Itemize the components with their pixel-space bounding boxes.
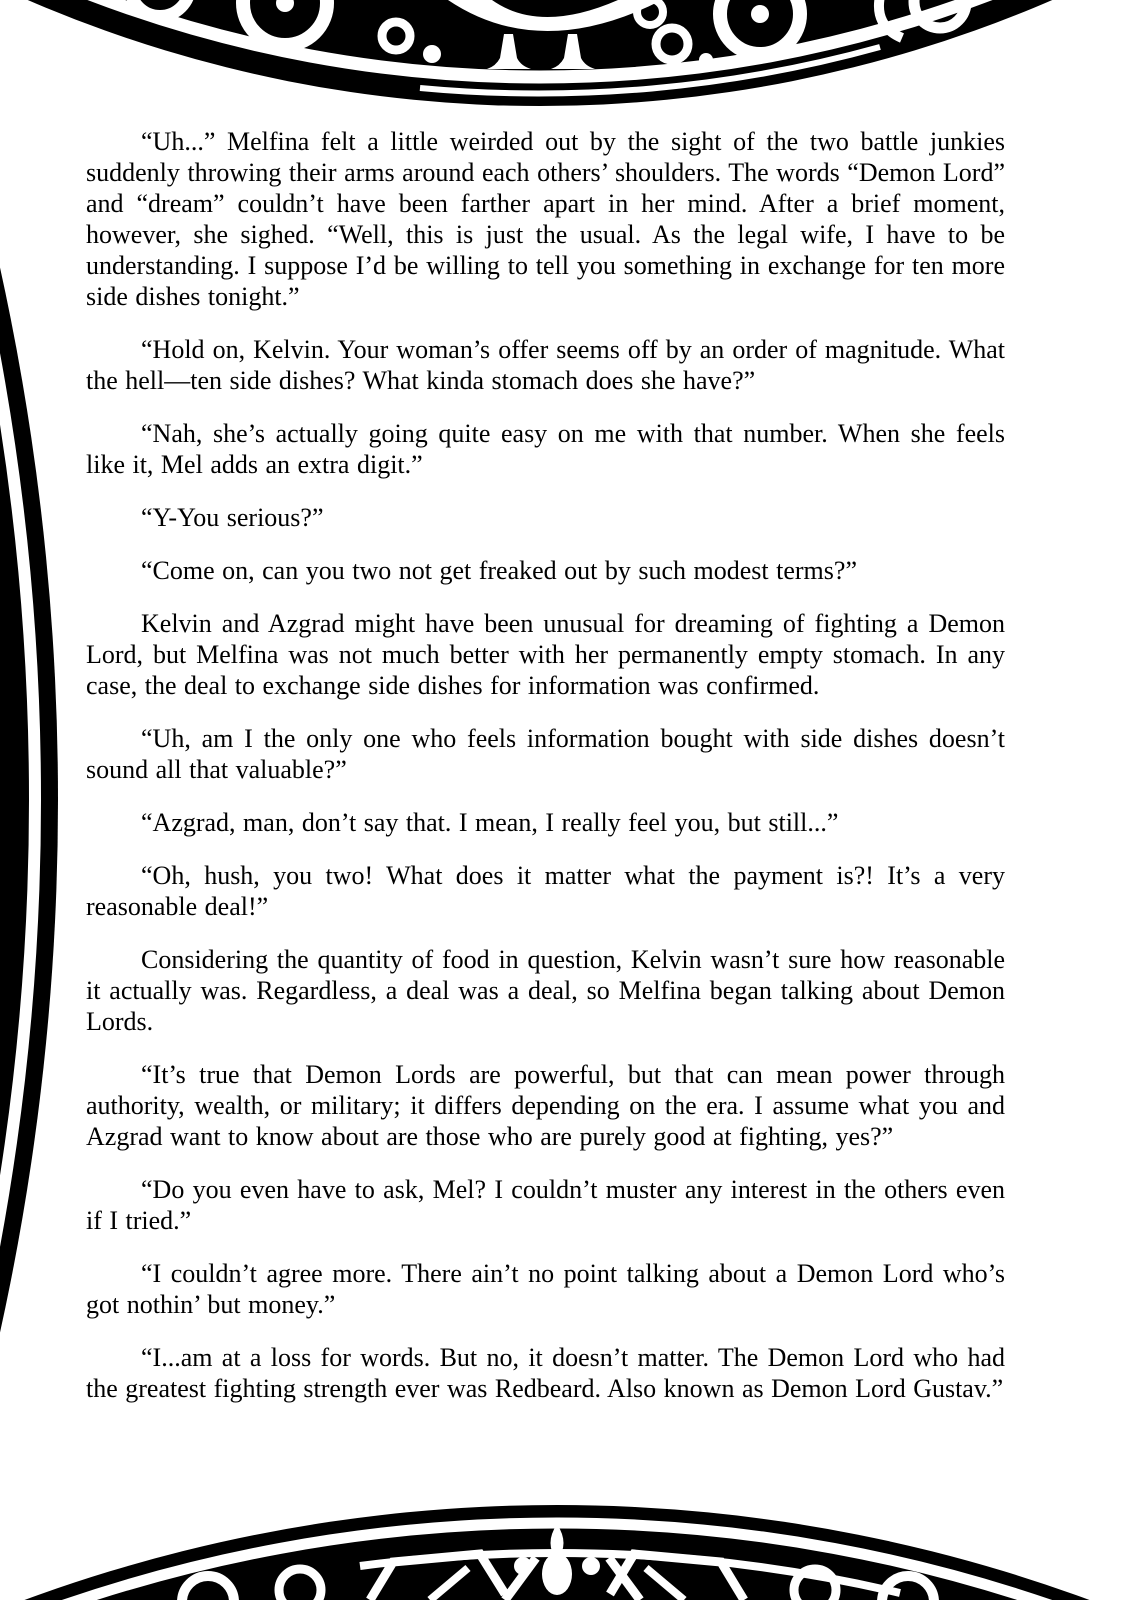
top-scroll-dot	[423, 45, 441, 63]
top-scroll-curl	[637, 0, 663, 25]
bottom-scroll-loop	[882, 1576, 934, 1600]
top-ornament-inner-line	[420, 47, 880, 94]
left-border-disk	[0, 0, 58, 1600]
bottom-ornament-inner-line	[360, 1553, 900, 1593]
top-center-leg	[551, 34, 595, 69]
bottom-ornament-disk	[0, 1505, 1125, 1600]
top-scroll-dot	[751, 5, 769, 23]
top-scroll-dot	[699, 53, 713, 67]
paragraph: “Nah, she’s actually going quite easy on me with that number. When she feels like it, Mel adds an extra digit.”	[86, 419, 1005, 479]
top-ornament-disk	[0, 0, 1125, 106]
paragraph: “I...am at a loss for words. But no, it doesn’t matter. The Demon Lord who had the greatest fighting strength ever was Redbeard. Also known as Demon Lord Gustav.”	[86, 1343, 1005, 1403]
bottom-center-flame	[551, 1524, 564, 1560]
top-scroll-curl	[914, 0, 966, 28]
bottom-scroll-loop	[794, 1569, 836, 1600]
top-ornament-icon	[0, 0, 1125, 106]
bottom-scroll-loop	[279, 1569, 321, 1600]
paragraph: “Oh, hush, you two! What does it matter what the payment is?! It’s a very reasonable deal!”	[86, 861, 1005, 921]
top-scroll-dot	[276, 0, 294, 12]
bottom-ornament-arc-line	[0, 1523, 1125, 1600]
paragraph: Kelvin and Azgrad might have been unusual for dreaming of fighting a Demon Lord, but Melfina was not much better with her permanently empty stomach. In any case, the deal to exchange side dishes for information was confirmed.	[86, 609, 1005, 700]
story-text	[86, 126, 1005, 1426]
bottom-chevron	[505, 1558, 536, 1600]
paragraph: “It’s true that Demon Lords are powerful, but that can mean power through authority, wealth, or military; it differs depending on the era. I assume what you and Azgrad want to know about are those who are purely good at fighting, yes?”	[86, 1060, 1005, 1151]
paragraph: “Uh, am I the only one who feels information bought with side dishes doesn’t sound all that valuable?”	[86, 724, 1005, 784]
top-scroll-curl	[130, 0, 190, 16]
bottom-center-bud	[542, 1553, 572, 1595]
bottom-ornament-icon	[0, 1505, 1125, 1600]
bottom-trapezoid	[370, 1554, 505, 1600]
paragraph: Considering the quantity of food in question, Kelvin wasn’t sure how reasonable it actually was. Regardless, a deal was a deal, so Melfina began talking about Demon Lords.	[86, 945, 1005, 1036]
top-ornament-arc-line	[0, 0, 1125, 77]
top-scroll-curl	[243, 0, 327, 45]
left-border-ornament-icon	[0, 0, 58, 1600]
top-scroll-hook	[879, 0, 902, 38]
top-scroll-curl	[720, 0, 800, 54]
left-border-arc-line	[0, 0, 35, 1600]
bottom-chevron	[609, 1558, 640, 1600]
paragraph: “Do you even have to ask, Mel? I couldn’t muster any interest in the others even if I tried.”	[86, 1175, 1005, 1235]
paragraph: “Y-You serious?”	[141, 503, 324, 532]
bottom-trapezoid	[610, 1554, 744, 1600]
paragraph: “Azgrad, man, don’t say that. I mean, I really feel you, but still...”	[141, 808, 839, 837]
top-center-leg	[487, 34, 531, 69]
bottom-center-dot	[514, 1557, 532, 1575]
top-center-crescent	[448, 0, 662, 31]
paragraph: “Hold on, Kelvin. Your woman’s offer seems off by an order of magnitude. What the hell—ten side dishes? What kinda stomach does she have?”	[86, 335, 1005, 395]
paragraph: “I couldn’t agree more. There ain’t no point talking about a Demon Lord who’s got nothin’ but money.”	[86, 1259, 1005, 1319]
bottom-scroll-loop	[182, 1576, 234, 1600]
bottom-center-dot	[582, 1557, 600, 1575]
top-scroll-curl	[382, 22, 410, 50]
paragraph: “Come on, can you two not get freaked out by such modest terms?”	[141, 556, 857, 585]
top-scroll-curl	[656, 28, 688, 60]
paragraph: “Uh...” Melfina felt a little weirded out by the sight of the two battle junkies suddenly throwing their arms around each others’ shoulders. The words “Demon Lord” and “dream” couldn’t have been farther apart in her mind. After a brief moment, however, she sighed. “Well, this is just the usual. As the legal wife, I have to be understanding. I suppose I’d be willing to tell you something in exchange for ten more side dishes tonight.”	[86, 127, 1005, 311]
bottom-leaf-vein	[646, 1568, 684, 1600]
bottom-leaf-vein	[430, 1568, 468, 1600]
